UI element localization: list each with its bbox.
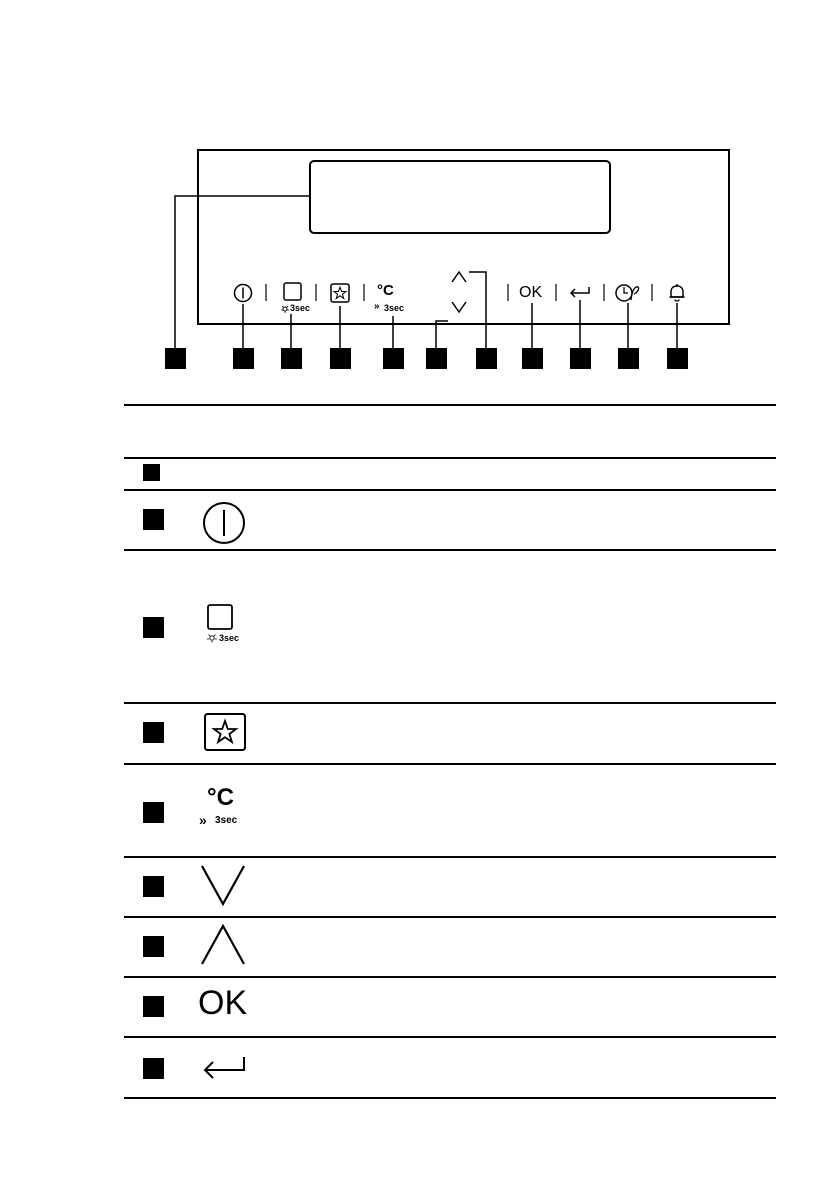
- panel-chevron-down-icon[interactable]: [450, 300, 468, 314]
- table-row-rule: [124, 856, 776, 858]
- table-header-rule: [124, 457, 776, 459]
- callout-marker-2: [233, 348, 254, 369]
- row-marker-ok: [143, 996, 164, 1017]
- row-temperature-cell: [196, 784, 256, 834]
- table-row-rule: [124, 702, 776, 704]
- row-marker-power: [143, 509, 164, 530]
- table-row-rule: [124, 1036, 776, 1038]
- table-top-rule: [124, 404, 776, 406]
- panel-clock-timer-icon[interactable]: [615, 282, 641, 304]
- row-marker-display: [143, 464, 160, 481]
- row-marker-back: [143, 1058, 164, 1079]
- callout-marker-4: [330, 348, 351, 369]
- callout-marker-7: [476, 348, 497, 369]
- panel-temperature-button[interactable]: [373, 282, 407, 316]
- callout-marker-1: [165, 348, 186, 369]
- row-back-arrow-icon: [200, 1054, 248, 1084]
- callout-marker-6: [426, 348, 447, 369]
- panel-light-button[interactable]: [280, 282, 310, 316]
- row-temperature-hint: 3sec: [215, 815, 238, 826]
- row-favourite-star-icon: [204, 713, 246, 751]
- callout-marker-3: [281, 348, 302, 369]
- row-power-icon: [201, 500, 247, 546]
- panel-chevron-up-icon[interactable]: [450, 270, 468, 284]
- row-ok-label: OK: [198, 984, 248, 1022]
- light-hint: 3sec: [290, 303, 311, 313]
- temperature-label: °C: [377, 282, 394, 299]
- callout-marker-10: [618, 348, 639, 369]
- row-chevron-up-icon: [200, 924, 246, 966]
- table-row-rule: [124, 976, 776, 978]
- row-marker-light: [143, 617, 164, 638]
- row-chevron-down-icon: [200, 864, 246, 906]
- callout-marker-11: [667, 348, 688, 369]
- row-marker-temperature: [143, 802, 164, 823]
- table-bottom-rule: [124, 1097, 776, 1099]
- row-fast-heat-chevrons-icon: »: [199, 812, 204, 828]
- row-light-cell: [205, 604, 251, 644]
- panel-favourite-star-icon[interactable]: [330, 283, 350, 303]
- table-row-rule: [124, 489, 776, 491]
- temperature-hint: 3sec: [384, 303, 405, 313]
- callout-marker-8: [522, 348, 543, 369]
- row-light-hint: 3sec: [219, 633, 240, 643]
- table-row-rule: [124, 916, 776, 918]
- row-temperature-label: °C: [207, 784, 234, 811]
- callout-marker-5: [383, 348, 404, 369]
- row-marker-favourite: [143, 722, 164, 743]
- panel-ok-button[interactable]: OK: [519, 284, 543, 301]
- panel-power-icon[interactable]: [233, 283, 253, 303]
- row-marker-up: [143, 936, 164, 957]
- panel-back-arrow-icon[interactable]: [568, 285, 592, 299]
- callout-marker-9: [570, 348, 591, 369]
- leader-lines: [0, 0, 840, 400]
- row-marker-down: [143, 876, 164, 897]
- table-row-rule: [124, 763, 776, 765]
- table-row-rule: [124, 549, 776, 551]
- panel-bell-icon[interactable]: [668, 283, 686, 303]
- fast-heat-chevrons-icon: »: [374, 301, 378, 312]
